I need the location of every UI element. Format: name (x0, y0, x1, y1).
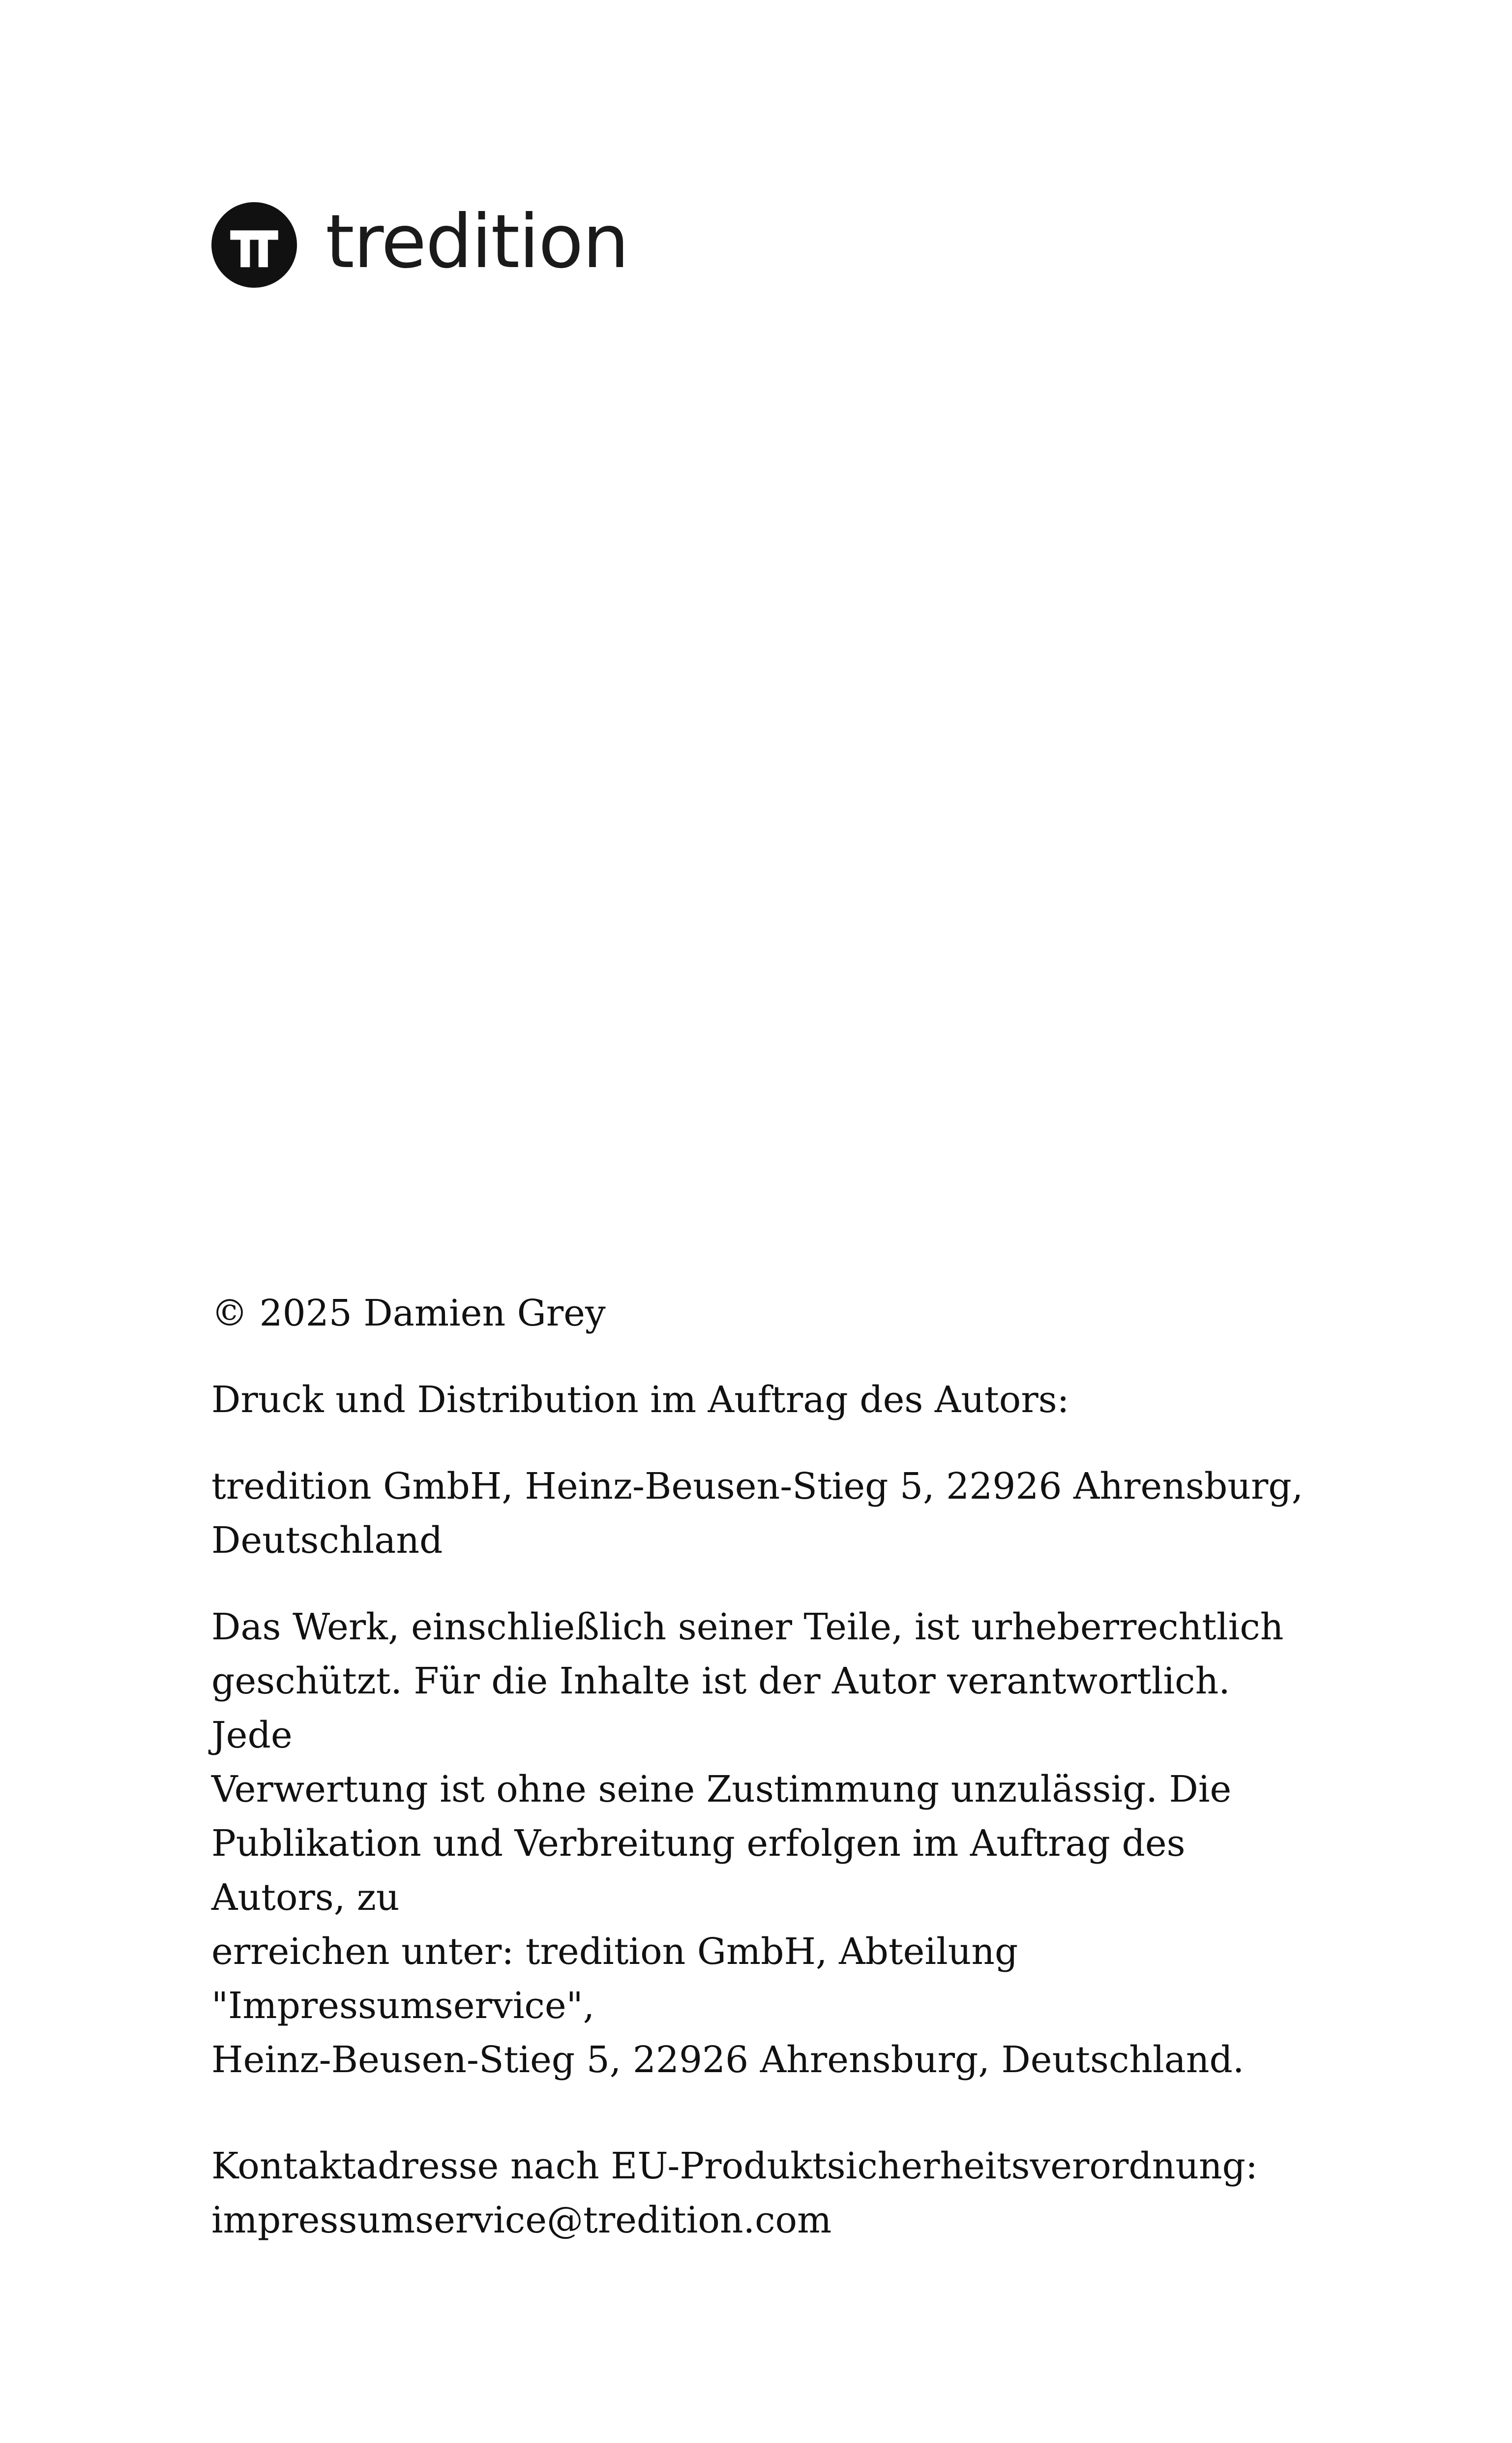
contact-label: Kontaktadresse nach EU-Produktsicherheitsverordnung: (211, 2145, 1258, 2187)
address-line: tredition GmbH, Heinz-Beusen-Stieg 5, 22926 Ahrensburg, (211, 1465, 1304, 1508)
rights-line: Verwertung ist ohne seine Zustimmung unzulässig. Die (211, 1768, 1232, 1810)
logo-wordmark: tredition (326, 199, 628, 285)
tredition-logo-icon (211, 202, 297, 288)
imprint-block (211, 1286, 1308, 2247)
contact-email[interactable]: impressumservice@tredition.com (211, 2199, 832, 2241)
rights-line: geschützt. Für die Inhalte ist der Autor verantwortlich. Jede (211, 1660, 1230, 1756)
publisher-logo (211, 199, 628, 288)
distribution-line: Druck und Distribution im Auftrag des Autors: (211, 1379, 1069, 1421)
copyright-line: © 2025 Damien Grey (211, 1292, 606, 1334)
rights-line: Das Werk, einschließlich seiner Teile, ist urheberrechtlich (211, 1606, 1284, 1648)
rights-line: Publikation und Verbreitung erfolgen im Auftrag des Autors, zu (211, 1822, 1186, 1919)
rights-paragraph (211, 1600, 1308, 2087)
contact-block (211, 2139, 1308, 2247)
rights-line: erreichen unter: tredition GmbH, Abteilung "Impressumservice", (211, 1930, 1018, 2027)
rights-line: Heinz-Beusen-Stieg 5, 22926 Ahrensburg, Deutschland. (211, 2039, 1245, 2081)
address-line: Deutschland (211, 1519, 443, 1562)
publisher-address (211, 1459, 1308, 1568)
